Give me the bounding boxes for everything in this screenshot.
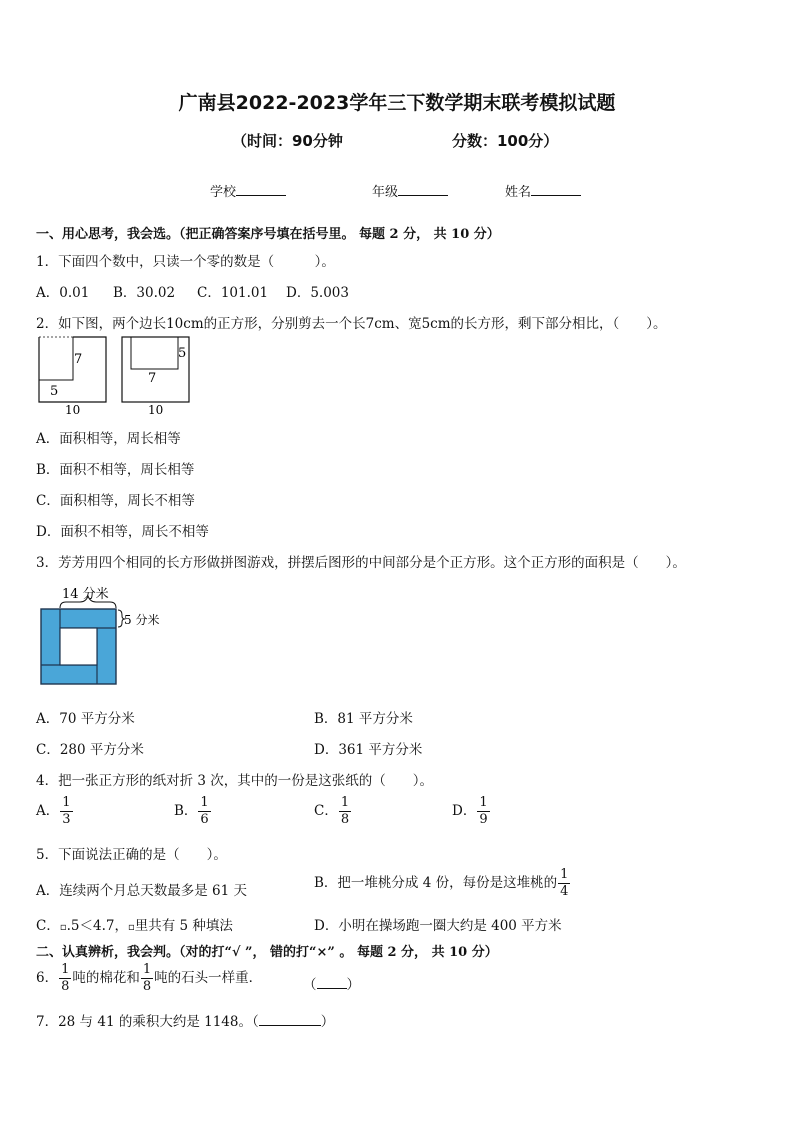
name-blank[interactable] bbox=[531, 195, 581, 196]
q5-option-d[interactable]: D．小明在操场跑一圈大约是 400 平方米 bbox=[314, 918, 562, 934]
school-label: 学校 bbox=[210, 185, 237, 200]
section-one-heading: 一、用心思考，我会选。（把正确答案序号填在括号里。 每题 2 分， 共 10 分） bbox=[36, 227, 500, 242]
exam-time: （时间：90分钟 bbox=[232, 132, 343, 150]
q4-option-a[interactable] bbox=[36, 796, 74, 827]
grade-field[interactable] bbox=[372, 181, 448, 200]
page-title: 广南县2022-2023学年三下数学期末联考模拟试题 bbox=[178, 92, 616, 114]
q5-option-a[interactable]: A．连续两个月总天数最多是 61 天 bbox=[36, 883, 248, 899]
option-letter: D． bbox=[452, 803, 477, 819]
q2-option-c[interactable]: C．面积相等，周长不相等 bbox=[36, 493, 195, 509]
top-length-label: 14 分米 bbox=[62, 587, 109, 602]
right-5-label: 5 bbox=[178, 346, 187, 361]
question-2-stem: 2．如下图，两个边长10cm的正方形，分别剪去一个长7cm、宽5cm的长方形，剩下部分相比，（ ）。 bbox=[36, 316, 667, 332]
option-letter: C． bbox=[314, 803, 338, 819]
left-7-label: 7 bbox=[74, 352, 83, 367]
option-text: B．把一堆桃分成 4 份，每份是这堆桃的 bbox=[314, 875, 558, 891]
q4-option-d[interactable] bbox=[452, 796, 491, 827]
section-two-heading: 二、认真辨析，我会判。（对的打“√ ”， 错的打“×” 。 每题 2 分， 共 10 分） bbox=[36, 945, 498, 960]
fraction: $\frac{1}{8}$ bbox=[142, 962, 152, 994]
side-length-label: 5 分米 bbox=[124, 613, 160, 627]
right-10-label: 10 bbox=[148, 403, 164, 417]
q2-option-a[interactable]: A．面积相等，周长相等 bbox=[36, 431, 181, 447]
q3-option-d[interactable]: D．361 平方分米 bbox=[314, 742, 423, 758]
grade-label: 年级 bbox=[372, 185, 399, 200]
q7-answer-blank[interactable] bbox=[259, 1025, 321, 1026]
q1-option-c[interactable]: C．101.01 bbox=[197, 285, 269, 301]
question-4-stem: 4．把一张正方形的纸对折 3 次，其中的一份是这张纸的（ ）。 bbox=[36, 773, 434, 789]
exam-score: 分数：100分） bbox=[452, 132, 559, 150]
q3-option-c[interactable]: C．280 平方分米 bbox=[36, 742, 144, 758]
q1-option-b[interactable]: B．30.02 bbox=[113, 285, 176, 301]
q2-option-b[interactable]: B．面积不相等，周长相等 bbox=[36, 462, 195, 478]
q4-option-c[interactable] bbox=[314, 796, 352, 827]
grade-blank[interactable] bbox=[398, 195, 448, 196]
fraction: $\frac{1}{9}$ bbox=[479, 795, 488, 827]
option-letter: B． bbox=[174, 803, 198, 819]
q5-option-c[interactable]: C．▫.5＜4.7，▫里共有 5 种填法 bbox=[36, 918, 233, 934]
question-3-figure bbox=[36, 582, 176, 688]
question-5-stem: 5．下面说法正确的是（ ）。 bbox=[36, 847, 227, 863]
right-7-label: 7 bbox=[148, 371, 157, 386]
fraction: $\frac{1}{6}$ bbox=[200, 795, 209, 827]
q6-answer-blank[interactable]: （ ） bbox=[303, 977, 360, 993]
question-3-stem: 3．芳芳用四个相同的长方形做拼图游戏，拼摆后图形的中间部分是个正方形。这个正方形的面积是（ ）。 bbox=[36, 555, 686, 571]
q5-option-b[interactable] bbox=[314, 868, 571, 899]
fraction: $\frac{1}{3}$ bbox=[62, 795, 71, 827]
inner-square bbox=[60, 628, 97, 665]
q1-option-a[interactable]: A．0.01 bbox=[36, 285, 90, 301]
school-blank[interactable] bbox=[236, 195, 286, 196]
option-letter: A． bbox=[36, 803, 60, 819]
q3-option-b[interactable]: B．81 平方分米 bbox=[314, 711, 413, 727]
left-10-label: 10 bbox=[65, 403, 81, 417]
school-field[interactable] bbox=[210, 181, 286, 200]
question-6: 6． $\frac{1}{8}$ 吨的棉花和 $\frac{1}{8}$ 吨的石头一样重． bbox=[36, 962, 263, 994]
name-label: 姓名 bbox=[505, 185, 532, 200]
q4-option-b[interactable] bbox=[174, 796, 212, 827]
question-2-figure bbox=[34, 334, 194, 418]
question-1-stem: 1．下面四个数中，只读一个零的数是（ ）。 bbox=[36, 254, 335, 270]
name-field[interactable] bbox=[505, 181, 581, 200]
fraction: $\frac{1}{8}$ bbox=[340, 795, 350, 827]
square-blank-icon: ▫ bbox=[59, 922, 67, 933]
fraction: $\frac{1}{8}$ bbox=[61, 962, 70, 994]
question-7: 7．28 与 41 的乘积大约是 1148。（ ） bbox=[36, 1014, 335, 1030]
q1-option-d[interactable]: D．5.003 bbox=[286, 285, 349, 301]
fraction: $\frac{1}{4}$ bbox=[560, 867, 569, 899]
q2-option-d[interactable]: D．面积不相等，周长不相等 bbox=[36, 524, 209, 540]
q3-option-a[interactable]: A．70 平方分米 bbox=[36, 711, 135, 727]
square-blank-icon: ▫ bbox=[127, 922, 135, 933]
left-5-label: 5 bbox=[50, 384, 59, 399]
